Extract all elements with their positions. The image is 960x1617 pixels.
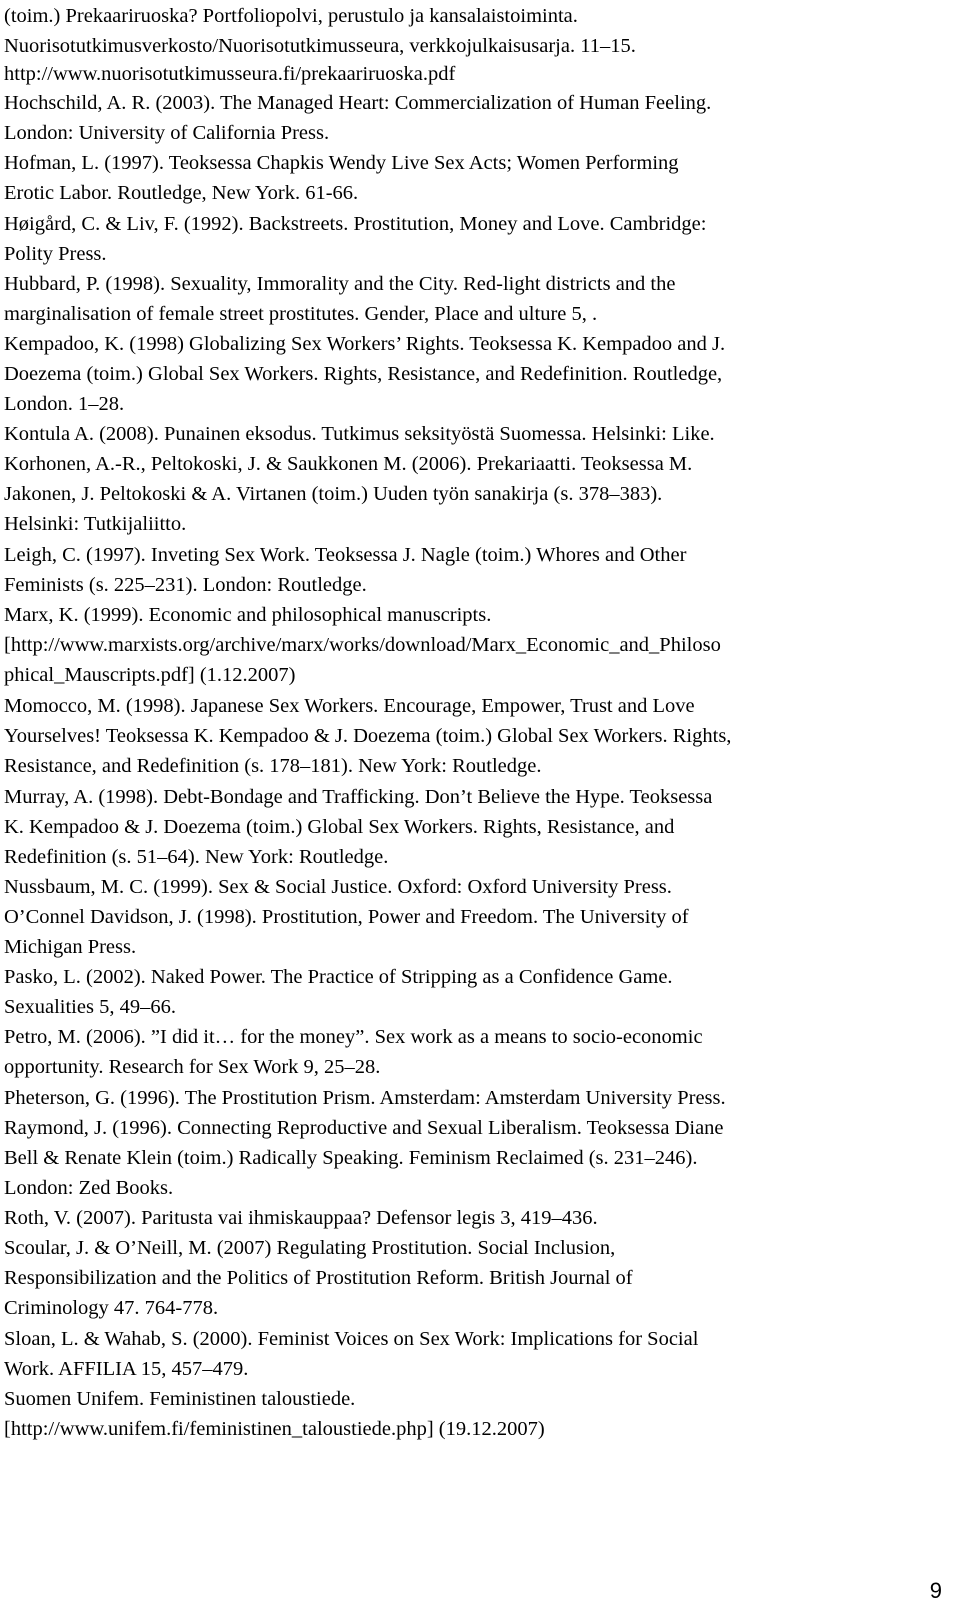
reference-line: London: University of California Press.: [4, 122, 330, 144]
reference-line: Feminists (s. 225–231). London: Routledge.: [4, 574, 367, 596]
reference-line: opportunity. Research for Sex Work 9, 25–28.: [4, 1056, 381, 1078]
reference-line: Høigård, C. & Liv, F. (1992). Backstreets. Prostitution, Money and Love. Cambridge:: [4, 213, 707, 235]
reference-line: http://www.nuorisotutkimusseura.fi/prekaariruoska.pdf: [4, 63, 456, 85]
reference-line: O’Connel Davidson, J. (1998). Prostitution, Power and Freedom. The University of: [4, 906, 689, 928]
reference-line: Roth, V. (2007). Paritusta vai ihmiskauppaa? Defensor legis 3, 419–436.: [4, 1207, 598, 1229]
reference-line: Helsinki: Tutkijaliitto.: [4, 513, 187, 535]
reference-line: Kempadoo, K. (1998) Globalizing Sex Workers’ Rights. Teoksessa K. Kempadoo and J.: [4, 333, 726, 355]
reference-line: Criminology 47. 764-778.: [4, 1297, 219, 1319]
reference-line: Work. AFFILIA 15, 457–479.: [4, 1358, 249, 1380]
reference-line: Korhonen, A.-R., Peltokoski, J. & Saukkonen M. (2006). Prekariaatti. Teoksessa M.: [4, 453, 693, 475]
page-number: 9: [929, 1578, 942, 1603]
reference-line: [http://www.unifem.fi/feministinen_taloustiede.php] (19.12.2007): [4, 1418, 545, 1440]
reference-line: [http://www.marxists.org/archive/marx/works/download/Marx_Economic_and_Philoso: [4, 634, 721, 656]
reference-line: Nuorisotutkimusverkosto/Nuorisotutkimusseura, verkkojulkaisusarja. 11–15.: [4, 35, 636, 57]
reference-line: Suomen Unifem. Feministinen taloustiede.: [4, 1388, 356, 1410]
reference-line: (toim.) Prekaariruoska? Portfoliopolvi, perustulo ja kansalaistoiminta.: [4, 5, 578, 27]
reference-line: Raymond, J. (1996). Connecting Reproductive and Sexual Liberalism. Teoksessa Diane: [4, 1117, 724, 1139]
reference-line: Sexualities 5, 49–66.: [4, 996, 176, 1018]
reference-line: Momocco, M. (1998). Japanese Sex Workers. Encourage, Empower, Trust and Love: [4, 695, 695, 717]
reference-line: Redefinition (s. 51–64). New York: Routledge.: [4, 846, 389, 868]
reference-line: Scoular, J. & O’Neill, M. (2007) Regulating Prostitution. Social Inclusion,: [4, 1237, 616, 1259]
reference-line: Pheterson, G. (1996). The Prostitution Prism. Amsterdam: Amsterdam University Press.: [4, 1087, 726, 1109]
reference-line: Murray, A. (1998). Debt-Bondage and Trafficking. Don’t Believe the Hype. Teoksessa: [4, 786, 713, 808]
reference-line: Polity Press.: [4, 243, 107, 265]
reference-line: Bell & Renate Klein (toim.) Radically Speaking. Feminism Reclaimed (s. 231–246).: [4, 1147, 698, 1169]
reference-line: London. 1–28.: [4, 393, 125, 415]
reference-line: Resistance, and Redefinition (s. 178–181). New York: Routledge.: [4, 755, 542, 777]
reference-line: Responsibilization and the Politics of Prostitution Reform. British Journal of: [4, 1267, 633, 1289]
reference-line: Petro, M. (2006). ”I did it… for the money”. Sex work as a means to socio-economic: [4, 1026, 703, 1048]
reference-line: Jakonen, J. Peltokoski & A. Virtanen (toim.) Uuden työn sanakirja (s. 378–383).: [4, 483, 663, 505]
reference-line: Hochschild, A. R. (2003). The Managed Heart: Commercialization of Human Feeling.: [4, 92, 712, 114]
reference-line: London: Zed Books.: [4, 1177, 174, 1199]
reference-line: Nussbaum, M. C. (1999). Sex & Social Justice. Oxford: Oxford University Press.: [4, 876, 672, 898]
reference-line: Leigh, C. (1997). Inveting Sex Work. Teoksessa J. Nagle (toim.) Whores and Other: [4, 544, 687, 566]
reference-line: phical_Mauscripts.pdf] (1.12.2007): [4, 664, 296, 686]
reference-line: Pasko, L. (2002). Naked Power. The Practice of Stripping as a Confidence Game.: [4, 966, 673, 988]
reference-line: Michigan Press.: [4, 936, 137, 958]
reference-line: Kontula A. (2008). Punainen eksodus. Tutkimus seksityöstä Suomessa. Helsinki: Like.: [4, 423, 715, 445]
reference-line: K. Kempadoo & J. Doezema (toim.) Global Sex Workers. Rights, Resistance, and: [4, 816, 675, 838]
reference-line: Sloan, L. & Wahab, S. (2000). Feminist Voices on Sex Work: Implications for Social: [4, 1328, 699, 1350]
reference-line: Yourselves! Teoksessa K. Kempadoo & J. Doezema (toim.) Global Sex Workers. Rights,: [4, 725, 732, 747]
reference-line: Marx, K. (1999). Economic and philosophical manuscripts.: [4, 604, 492, 626]
reference-line: Doezema (toim.) Global Sex Workers. Rights, Resistance, and Redefinition. Routledge,: [4, 363, 723, 385]
reference-line: Hubbard, P. (1998). Sexuality, Immorality and the City. Red-light districts and the: [4, 273, 676, 295]
reference-line: Hofman, L. (1997). Teoksessa Chapkis Wendy Live Sex Acts; Women Performing: [4, 152, 679, 174]
reference-line: Erotic Labor. Routledge, New York. 61-66.: [4, 182, 359, 204]
reference-line: marginalisation of female street prostitutes. Gender, Place and ulture 5, .: [4, 303, 598, 325]
